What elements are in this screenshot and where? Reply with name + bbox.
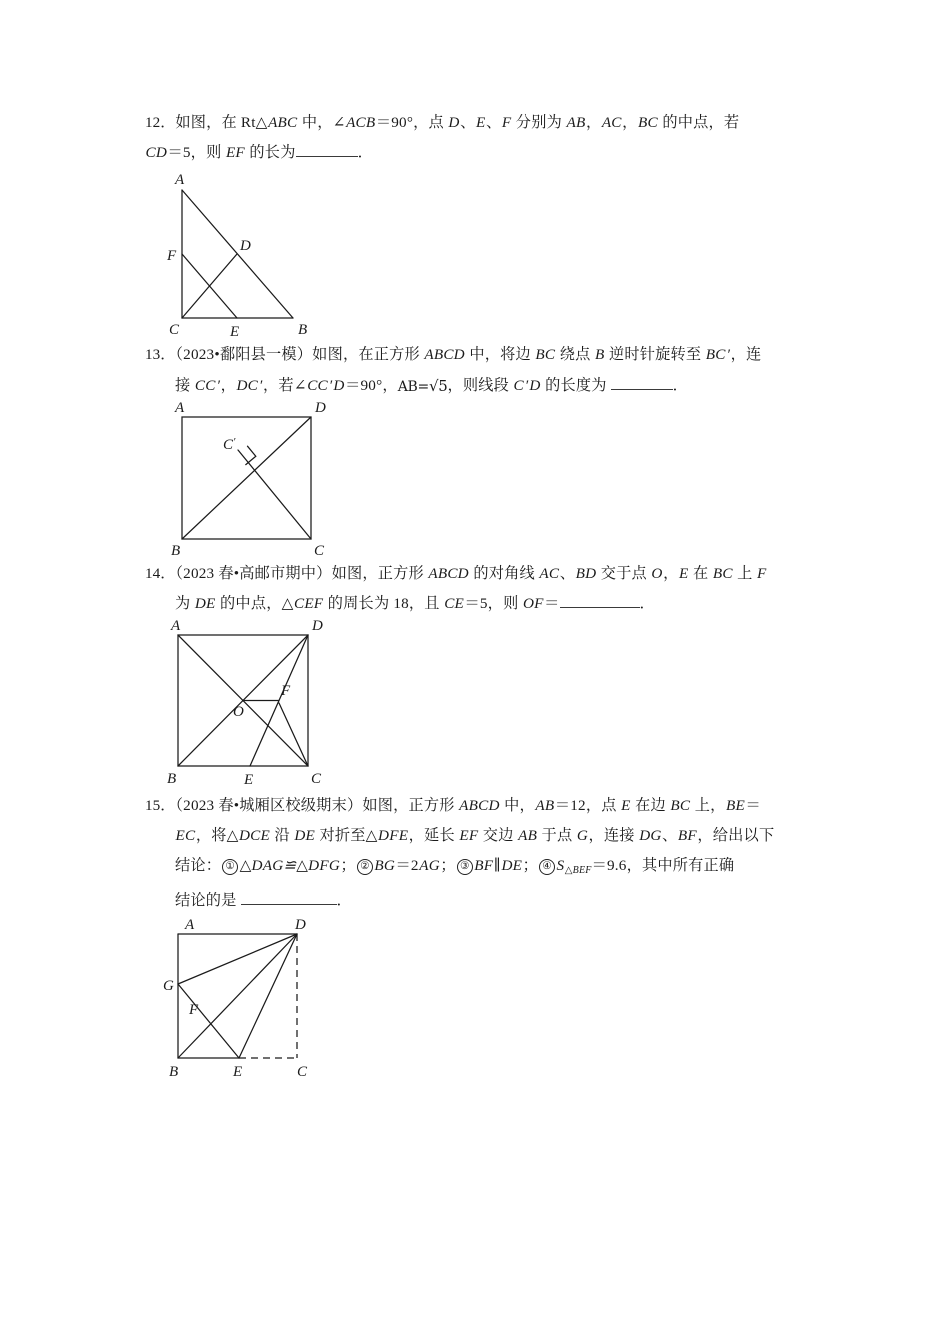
q14-pt-e: E	[678, 565, 689, 582]
fig15-label-d: D	[295, 917, 306, 933]
q12-pt-f: F	[501, 114, 512, 131]
q15-seg-ab2: AB	[518, 827, 538, 844]
q15-t15: ，给出以下	[697, 827, 775, 844]
fig15-label-g: G	[163, 978, 174, 994]
q15-t4: 在边	[631, 797, 670, 814]
fig14-label-d: D	[312, 619, 323, 634]
q15-t12: 于点	[537, 827, 577, 844]
q15-t9: 对折至△	[315, 827, 378, 844]
fig14-label-e: E	[244, 772, 254, 788]
q14-t11: ＝5，则	[464, 595, 523, 612]
figure-15-wrap	[145, 916, 820, 1084]
q15-t21: ；	[522, 857, 538, 874]
q12-t9: 的中点，若	[658, 114, 740, 131]
fig13-segment-cpc	[238, 450, 311, 539]
q12-t4: 、	[460, 114, 476, 131]
question-14	[145, 559, 820, 791]
fig12-label-f: F	[167, 248, 177, 264]
q15-conclusion-2-bg: BG	[374, 857, 396, 874]
q14-t7: 上	[733, 565, 757, 582]
q12-acb: ACB	[346, 114, 376, 131]
fig15-line-b-f-d	[178, 934, 297, 1058]
q13-t7: ，	[220, 377, 236, 394]
q15-t3: ＝12，点	[554, 797, 621, 814]
q13-seg-cp: C	[513, 377, 524, 394]
q14-diag-ac: AC	[539, 565, 560, 582]
figure-15	[145, 916, 385, 1084]
q15-seg-dg: DG	[639, 827, 662, 844]
q15-t11: 交边	[478, 827, 518, 844]
q14-answer-blank[interactable]	[560, 594, 640, 608]
page-content	[145, 108, 820, 1084]
q14-seg-bc: BC	[712, 565, 733, 582]
q15-t5: 上，	[690, 797, 726, 814]
q15-seg-bf: BF	[677, 827, 697, 844]
q14-t8: 为	[175, 595, 195, 612]
q13-t10: ，则线段	[447, 377, 514, 394]
q13-ang-cc: CC	[307, 377, 328, 394]
q14-pt-o: O	[651, 565, 663, 582]
q15-tri-dce: DCE	[238, 827, 270, 844]
q15-t17: ；	[340, 857, 356, 874]
fig15-line-g-f-e	[178, 984, 239, 1058]
figure-14-wrap	[145, 619, 820, 791]
q13-prime-5: ′	[524, 377, 529, 394]
q14-t10: 的周长为 18，且	[323, 595, 444, 612]
fig13-label-b: B	[171, 543, 181, 559]
q13-seg-dcp: DC	[236, 377, 258, 394]
q15-t13: ，连接	[588, 827, 639, 844]
question-15	[145, 791, 820, 1084]
q15-t6: ＝	[745, 797, 761, 814]
q15-seg-ef: EF	[459, 827, 479, 844]
q13-equation-ab-sqrt5	[398, 371, 448, 402]
q12-t5: 、	[485, 114, 502, 131]
fig13-label-d: D	[315, 401, 326, 416]
q13-prime-3: ′	[258, 377, 263, 394]
q12-t7: ，	[585, 114, 602, 131]
q12-pt-d: D	[448, 114, 460, 131]
q13-number: 13．	[145, 346, 176, 363]
q14-diag-bd: BD	[575, 565, 597, 582]
fig14-label-f: F	[281, 683, 291, 699]
q13-t11: 的长度为	[541, 377, 611, 394]
q15-t1: （2023 春•城厢区校级期末）如图，正方形	[175, 797, 459, 814]
q13-t9: ＝90°，	[345, 377, 398, 394]
q15-t14: 、	[662, 827, 678, 844]
q13-t5: ，连	[730, 346, 762, 363]
question-15-text	[145, 791, 820, 916]
q15-pt-e: E	[621, 797, 631, 814]
q12-t12: ．	[357, 144, 373, 161]
q15-number: 15．	[145, 797, 176, 814]
q15-t22: ＝9.6，其中所有正确	[591, 857, 735, 874]
q15-conclusion-1-marker: ①	[222, 859, 238, 875]
q14-tri-cef: CEF	[293, 595, 324, 612]
fig13-line-b-cp-d	[182, 417, 311, 539]
q12-number: 12．	[145, 114, 176, 131]
fig14-label-o: O	[233, 704, 244, 720]
fig14-label-a: A	[171, 619, 181, 634]
q14-t1: （2023 春•高邮市期中）如图，正方形	[175, 565, 428, 582]
fig15-label-f: F	[189, 1002, 199, 1018]
figure-13-wrap	[145, 401, 820, 559]
q12-t2: 中，∠	[297, 114, 346, 131]
q15-t16: 结论：	[175, 857, 222, 874]
q12-seg-bc: BC	[638, 114, 658, 131]
q15-seg-de: DE	[294, 827, 315, 844]
fig12-label-a: A	[175, 172, 185, 188]
fig14-segment-fc	[279, 703, 308, 766]
q15-t10: ，延长	[408, 827, 459, 844]
figure-12-wrap	[145, 168, 820, 340]
fig14-label-c: C	[311, 771, 322, 787]
q13-t8: ，若∠	[263, 377, 307, 394]
fig15-label-b: B	[169, 1064, 179, 1080]
q15-seg-be: BE	[725, 797, 745, 814]
q12-t10: ＝5，则	[167, 144, 226, 161]
q15-t20: ∥	[493, 857, 501, 874]
question-14-text	[145, 559, 820, 619]
q15-conclusion-1: △DAG≌△DFG	[239, 857, 340, 874]
q13-t3: 绕点	[555, 346, 595, 363]
fig13-label-cp: C′	[223, 436, 236, 453]
q12-abc: ABC	[268, 114, 298, 131]
fig15-segment-ed	[239, 934, 297, 1058]
q15-t2: 中，	[500, 797, 535, 814]
q15-tri-dfe: DFE	[378, 827, 409, 844]
q13-t4: 逆时针旋转至	[604, 346, 706, 363]
q15-t19: ；	[440, 857, 456, 874]
q12-seg-ac: AC	[601, 114, 622, 131]
q15-abcd: ABCD	[459, 797, 500, 814]
q13-pt-b: B	[594, 346, 605, 363]
q13-t12: ．	[672, 377, 689, 394]
q13-t6: 接	[175, 377, 195, 394]
q14-abcd: ABCD	[428, 565, 469, 582]
q13-seg-bc: BC	[535, 346, 556, 363]
q13-t2: 中，将边	[465, 346, 535, 363]
figure-14	[145, 619, 385, 791]
q13-eq-lhs: AB=	[397, 379, 429, 395]
fig15-label-c: C	[297, 1064, 308, 1080]
q12-answer-blank[interactable]	[296, 143, 358, 157]
q13-t1: （2023•鄱阳县一模）如图，在正方形	[175, 346, 424, 363]
q13-prime-4: ′	[328, 377, 333, 394]
q12-t6: 分别为	[511, 114, 566, 131]
q15-t23: 结论的是	[175, 892, 241, 909]
fig13-label-a: A	[175, 401, 185, 416]
q14-t2: 的对角线	[469, 565, 539, 582]
q15-seg-bc: BC	[670, 797, 691, 814]
question-12-text	[145, 108, 820, 168]
figure-13	[145, 401, 385, 559]
question-12	[145, 108, 820, 340]
question-13-text	[145, 340, 820, 401]
q15-conclusion-3-de: DE	[501, 857, 523, 874]
q14-t9: 的中点，△	[216, 595, 294, 612]
q12-seg-ab: AB	[566, 114, 586, 131]
q15-conclusion-3-marker: ③	[457, 859, 473, 875]
q15-conclusion-4-marker: ④	[539, 859, 555, 875]
q14-t12: ＝	[544, 595, 560, 612]
q15-conclusion-4-sub: △BEF	[564, 865, 592, 876]
q14-t3: 、	[559, 565, 576, 582]
q15-seg-ab: AB	[535, 797, 555, 814]
q14-t5: ，	[663, 565, 679, 582]
q13-prime-1: ′	[726, 346, 731, 363]
q13-seg-d: D	[529, 377, 541, 394]
q15-t18: ＝2	[395, 857, 419, 874]
q14-seg-ce: CE	[444, 595, 464, 612]
fig15-label-a: A	[185, 917, 195, 933]
fig12-label-b: B	[298, 322, 308, 338]
q13-prime-2: ′	[216, 377, 221, 394]
fig15-label-e: E	[233, 1064, 243, 1080]
q13-seg-ccp: CC	[194, 377, 216, 394]
q15-conclusion-2-ag: AG	[419, 857, 440, 874]
q14-pt-f: F	[757, 565, 767, 582]
q13-abcd: ABCD	[424, 346, 465, 363]
q12-t11: 的长为	[245, 144, 296, 161]
q14-seg-de: DE	[194, 595, 216, 612]
q13-ang-d: D	[333, 377, 345, 394]
q12-t1: 如图，在 Rt△	[175, 114, 268, 131]
question-13	[145, 340, 820, 559]
q14-t13: ．	[639, 595, 655, 612]
q15-t7: ，将△	[195, 827, 239, 844]
q15-conclusion-4-s: S	[556, 857, 565, 874]
fig14-label-b: B	[167, 771, 177, 787]
q14-number: 14．	[145, 565, 176, 582]
q12-t8: ，	[622, 114, 638, 131]
q15-seg-ec: EC	[175, 827, 196, 844]
fig15-segment-gd	[178, 934, 297, 984]
figure-12	[145, 168, 385, 340]
q15-conclusion-2-marker: ②	[357, 859, 373, 875]
q12-seg-ef: EF	[225, 144, 245, 161]
q14-seg-of: OF	[522, 595, 544, 612]
q12-seg-cd: CD	[145, 144, 167, 161]
fig12-label-e: E	[230, 324, 240, 340]
q13-answer-blank[interactable]	[611, 376, 673, 390]
q15-conclusion-3-bf: BF	[474, 857, 494, 874]
q14-t6: 在	[688, 565, 713, 582]
q14-t4: 交于点	[596, 565, 651, 582]
q12-pt-e: E	[475, 114, 486, 131]
q15-answer-blank[interactable]	[241, 891, 337, 905]
q15-t8: 沿	[270, 827, 294, 844]
q12-t3: ＝90°，点	[375, 114, 448, 131]
fig13-label-c: C	[314, 543, 325, 559]
q15-pt-g: G	[576, 827, 589, 844]
q13-seg-bcp: BC	[705, 346, 726, 363]
fig12-label-d: D	[240, 238, 251, 254]
q13-eq-radical: √5	[428, 377, 448, 395]
q15-t24: ．	[336, 892, 352, 909]
fig12-label-c: C	[169, 322, 180, 338]
